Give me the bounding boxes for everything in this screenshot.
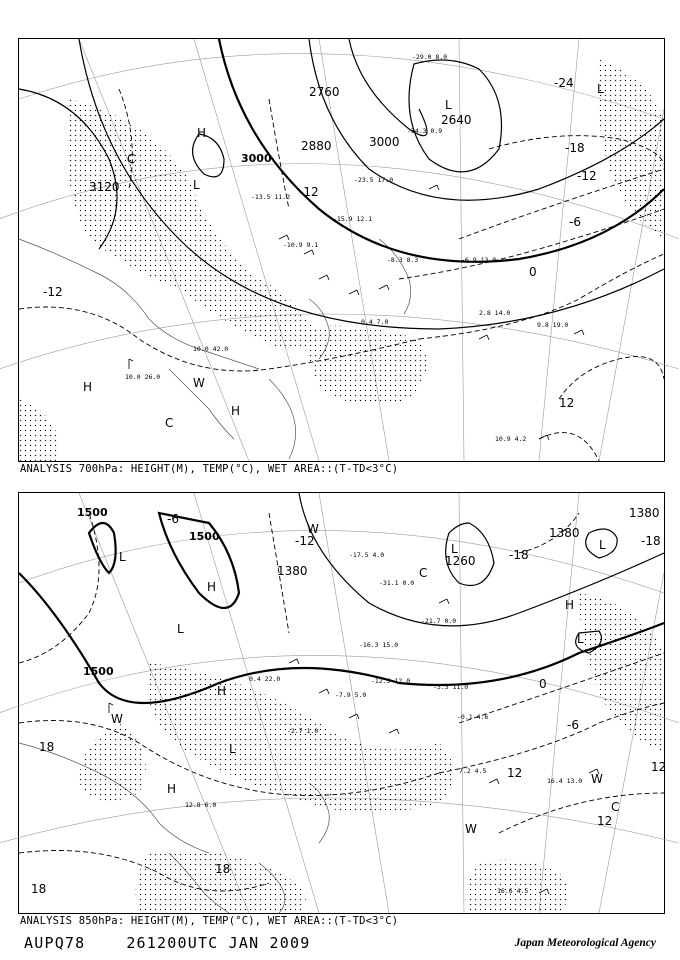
panel-caption-700hpa: ANALYSIS 700hPa: HEIGHT(M), TEMP(°C), WET AREA::(T-TD<3°C) <box>20 463 399 475</box>
station-observation: -12.3 12.0 <box>371 677 411 685</box>
height-label: 1380 <box>277 564 308 578</box>
station-observation: -10.9 9.1 <box>283 241 319 249</box>
temp-label: -12 <box>299 185 319 199</box>
temperature-contours <box>19 513 667 891</box>
station-observation: 10.9 4.2 <box>495 435 527 443</box>
station-observation: -6.9 13.0 <box>461 256 497 264</box>
center-marker: L <box>577 632 584 646</box>
height-label: 1260 <box>445 554 476 568</box>
center-marker: H <box>231 404 241 418</box>
height-label: 2880 <box>301 139 332 153</box>
center-marker: C <box>127 152 136 166</box>
height-label: 2640 <box>441 113 472 127</box>
center-marker: L <box>119 550 126 564</box>
center-marker: H <box>197 126 207 140</box>
station-observation: -0.1 4.6 <box>457 713 489 721</box>
center-marker: W <box>111 712 123 726</box>
station-observation: -23.5 17.0 <box>354 176 394 184</box>
station-observation: -17.5 4.0 <box>349 551 385 559</box>
center-marker: H <box>167 782 177 796</box>
center-marker: L <box>451 542 458 556</box>
temp-label: 18 <box>39 740 55 754</box>
center-marker: C <box>611 800 620 814</box>
station-observation: 0.4 7.0 <box>361 318 389 326</box>
temp-label: 12 <box>651 760 667 774</box>
temp-label: 18 <box>31 882 47 896</box>
height-label: 1380 <box>549 526 580 540</box>
center-marker: L <box>193 178 200 192</box>
map-panel-850hpa <box>18 492 665 914</box>
station-observation: 10.0 42.0 <box>193 345 229 353</box>
center-marker: H <box>207 580 217 594</box>
center-marker: H <box>217 684 227 698</box>
temp-label: 12 <box>559 396 575 410</box>
chart-700hpa <box>19 39 664 461</box>
height-label: 1380 <box>629 506 660 520</box>
center-marker: L <box>599 538 606 552</box>
station-observation: 2.8 14.0 <box>479 309 511 317</box>
station-observation: 7.2 4.5 <box>459 767 487 775</box>
product-code: AUPQ78 <box>24 934 86 952</box>
temp-label: -6 <box>569 215 581 229</box>
map-panel-700hpa <box>18 38 665 462</box>
station-observation: 0.4 22.0 <box>249 675 281 683</box>
station-observation: 12.8 6.0 <box>185 801 217 809</box>
center-marker: W <box>465 822 477 836</box>
height-label: 2760 <box>309 85 340 99</box>
center-marker: H <box>565 598 575 612</box>
lat-lon-grid <box>0 493 679 913</box>
station-observation: -3.3 11.0 <box>433 683 469 691</box>
temp-label: -18 <box>565 141 585 155</box>
station-observation: -31.1 0.0 <box>379 579 415 587</box>
temp-label: 18 <box>215 862 231 876</box>
temp-label: 0 <box>529 265 537 279</box>
station-observation: -16.3 15.0 <box>359 641 399 649</box>
chart-850hpa <box>19 493 667 913</box>
temp-label: -18 <box>509 548 529 562</box>
station-observation: -15.9 12.1 <box>333 215 373 223</box>
station-observation: -29.0 8.0 <box>412 53 448 61</box>
temp-label: 12 <box>507 766 523 780</box>
product-header <box>24 934 310 952</box>
station-observation: 16.4 13.0 <box>547 777 583 785</box>
center-marker: W <box>193 376 205 390</box>
station-observation: -13.5 11.2 <box>251 193 291 201</box>
temp-label: 12 <box>597 814 613 828</box>
station-observation: -8.3 8.3 <box>387 256 419 264</box>
center-marker: L <box>229 742 236 756</box>
temp-label: -12 <box>43 285 63 299</box>
station-observation: -34.3 0.9 <box>407 127 443 135</box>
valid-time: 261200UTC JAN 2009 <box>126 934 311 952</box>
temp-label: -12 <box>577 169 597 183</box>
center-marker: C <box>165 416 174 430</box>
center-marker: L <box>597 82 604 96</box>
height-label: 3000 <box>369 135 400 149</box>
panel-caption-850hpa: ANALYSIS 850hPa: HEIGHT(M), TEMP(°C), WET AREA::(T-TD<3°C) <box>20 915 399 927</box>
temp-label: -6 <box>567 718 579 732</box>
temp-label: -24 <box>554 76 574 90</box>
temp-label: 0 <box>539 677 547 691</box>
station-observation: -2.7 1.0 <box>287 727 319 735</box>
agency-credit: Japan Meteorological Agency <box>514 937 656 949</box>
station-observation: 9.8 19.0 <box>537 321 569 329</box>
center-marker: L <box>445 98 452 112</box>
temp-label: -6 <box>167 512 179 526</box>
station-observation: -21.7 0.0 <box>421 617 457 625</box>
temp-label: -12 <box>295 534 315 548</box>
height-label: 1500 <box>83 665 114 678</box>
height-label: 1500 <box>77 506 108 519</box>
height-label: 3000 <box>241 152 272 165</box>
center-marker: W <box>591 772 603 786</box>
height-label: 1500 <box>189 530 220 543</box>
center-marker: H <box>83 380 93 394</box>
center-marker: L <box>177 622 184 636</box>
temp-label: -18 <box>641 534 661 548</box>
height-label: 3120 <box>89 180 120 194</box>
station-observation: -7.9 5.0 <box>335 691 367 699</box>
station-observation: 16.6 4.5 <box>497 887 529 895</box>
station-observation: 10.0 26.0 <box>125 373 161 381</box>
center-marker: W <box>307 522 319 536</box>
center-marker: C <box>419 566 428 580</box>
